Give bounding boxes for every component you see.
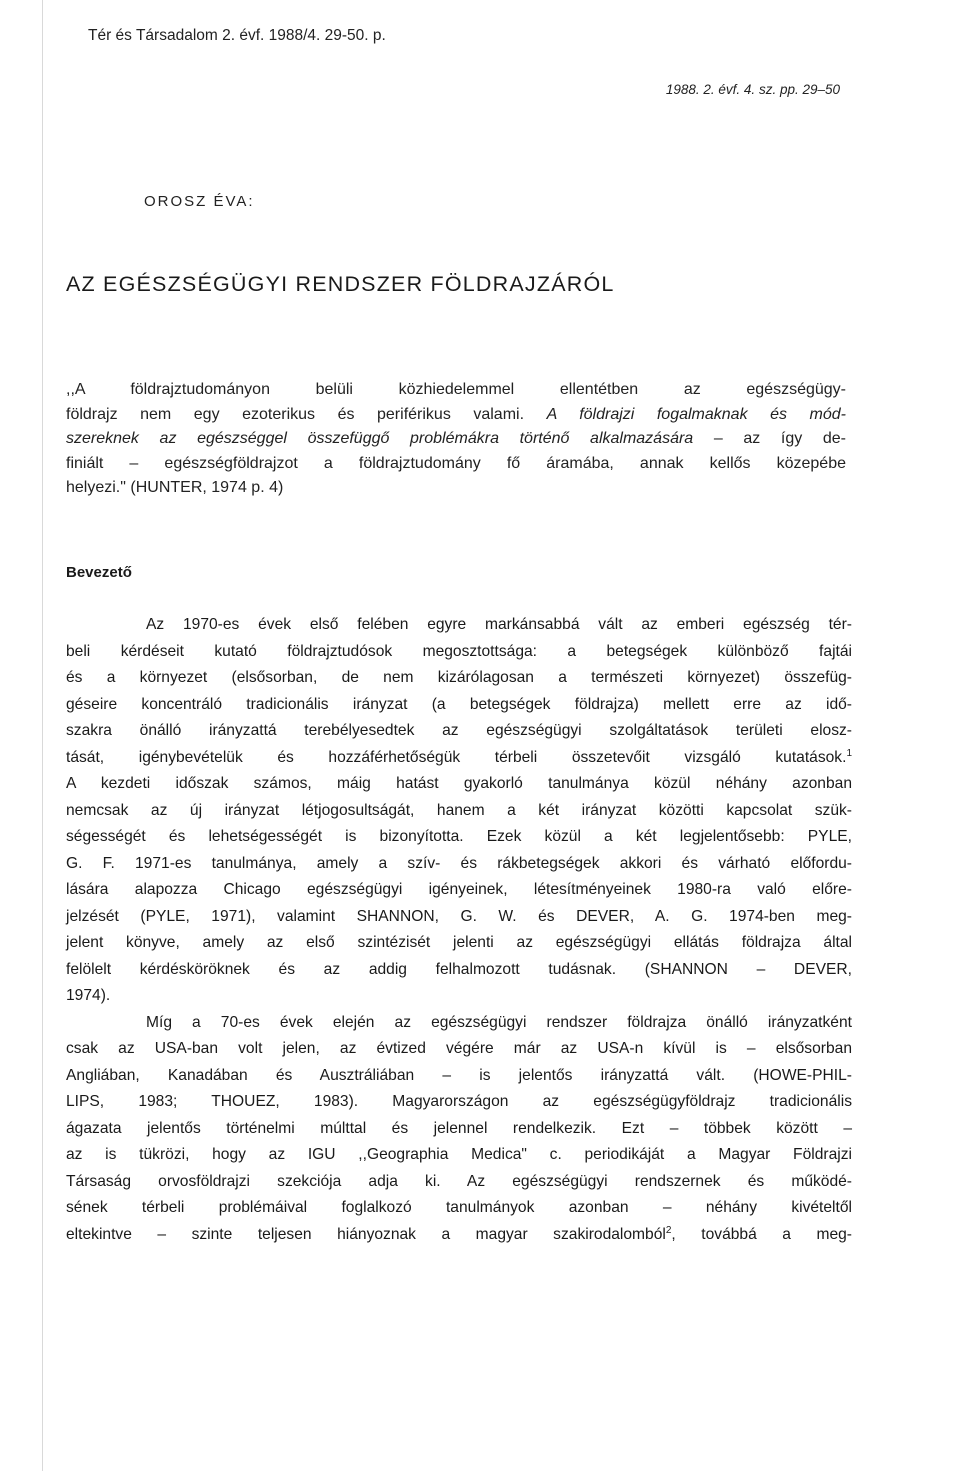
body-line: csak az USA-ban volt jelen, az évtized végére már az USA-n kívül is – elsősorban bbox=[66, 1040, 852, 1057]
body-line: Míg a 70-es évek elején az egészségügyi rendszer földrajza önálló irányzatként bbox=[146, 1013, 852, 1031]
article-title: AZ EGÉSZSÉGÜGYI RENDSZER FÖLDRAJZÁRÓL bbox=[66, 272, 615, 296]
body-line: Az 1970-es évek első felében egyre markánsabbá vált az emberi egészség tér- bbox=[146, 616, 852, 633]
epigraph-line: földrajz nem egy ezoterikus és periférikus valami. A földrajzi fogalmaknak és mód- bbox=[66, 405, 847, 423]
body-line: és a környezet (elsősorban, de nem kizárólagosan a természeti környezet) összefüg- bbox=[66, 669, 852, 686]
body-line: A kezdeti időszak számos, máig hatást gyakorló tanulmánya közül néhány azonban bbox=[66, 775, 852, 792]
body-line: az is tükrözi, hogy az IGU ,,Geographia Medica" c. periodikáját a Magyar Földrajzi bbox=[66, 1146, 852, 1163]
body-line: Társaság orvosföldrajzi szekciója adja ki. Az egészségügyi rendszernek és működé- bbox=[66, 1172, 852, 1190]
epigraph-line: szereknek az egészséggel összefüggő problémákra történő alkalmazására – az így de- bbox=[66, 430, 846, 447]
body-line: sének térbeli problémáival foglalkozó tanulmányok azonban – néhány kivételtől bbox=[66, 1199, 852, 1216]
body-line: géseire koncentráló tradicionális irányzat (a betegségek földrajza) mellett erre az idő- bbox=[66, 695, 852, 713]
citation-header: Tér és Társadalom 2. évf. 1988/4. 29-50. p. bbox=[88, 27, 386, 44]
body-line: nemcsak az új irányzat létjogosultságát, hanem a két irányzat közötti kapcsolat szük- bbox=[66, 801, 852, 819]
body-line: jelzését (PYLE, 1971), valamint SHANNON, G. W. és DEVER, A. G. 1974-ben meg- bbox=[66, 907, 852, 925]
footnote-marker: 1 bbox=[846, 747, 852, 759]
epigraph-line: helyezi." (HUNTER, 1974 p. 4) bbox=[66, 479, 284, 496]
footnote-marker: 2 bbox=[665, 1224, 672, 1236]
body-line: eltekintve – szinte teljesen hiányoznak a magyar szakirodalomból$^2$, továbbá a meg- bbox=[66, 1224, 852, 1243]
body-line: LIPS, 1983; THOUEZ, 1983). Magyarországon az egészségügyföldrajz tradicionális bbox=[66, 1093, 852, 1110]
body-line: ségességét és lehetségességét is bizonyította. Ezek közül a két legjelentősebb: PYLE, bbox=[66, 828, 852, 845]
body-line: 1974). bbox=[66, 987, 111, 1004]
section-body bbox=[66, 612, 852, 1248]
body-line: Angliában, Kanadában és Ausztráliában – is jelentős irányzattá vált. (HOWE-PHIL- bbox=[66, 1066, 852, 1084]
epigraph-line: ,,A földrajztudományon belüli közhiedelemmel ellentétben az egészségügy- bbox=[66, 381, 846, 398]
body-line: jelent könyve, amely az első szintézisét jelenti az egészségügyi ellátás földrajza által bbox=[66, 934, 852, 951]
body-line: beli kérdéseit kutató földrajztudósok megosztottsága: a betegségek különböző fajtái bbox=[66, 642, 852, 660]
scan-edge-line bbox=[42, 0, 43, 1471]
body-line: G. F. 1971-es tanulmánya, amely a szív- és rákbetegségek akkori és várható előfordu- bbox=[66, 854, 852, 872]
body-line: felölelt kérdésköröknek és az addig felhalmozott tudásnak. (SHANNON – DEVER, bbox=[66, 960, 852, 978]
epigraph-line: finiált – egészségföldrajzot a földrajztudomány fő áramába, annak kellős közepébe bbox=[66, 454, 846, 472]
body-line: tását, igénybevételük és hozzáférhetőségük térbeli összetevőit vizsgáló kutatások.$^1$ bbox=[66, 747, 852, 766]
body-line: ágazata jelentős történelmi múlttal és jelennel rendelkezik. Ezt – többek között – bbox=[66, 1119, 852, 1137]
section-heading: Bevezető bbox=[66, 564, 132, 581]
journal-reference: 1988. 2. évf. 4. sz. pp. 29–50 bbox=[665, 82, 840, 97]
body-line: lására alapozza Chicago egészségügyi igényeinek, létesítményeinek 1980-ra való előre- bbox=[66, 881, 852, 898]
author-name: OROSZ ÉVA: bbox=[144, 193, 255, 210]
body-line: szakra önálló irányzattá terebélyesedtek az egészségügyi szolgáltatások területi elosz- bbox=[66, 722, 852, 739]
epigraph-quote bbox=[66, 378, 846, 501]
